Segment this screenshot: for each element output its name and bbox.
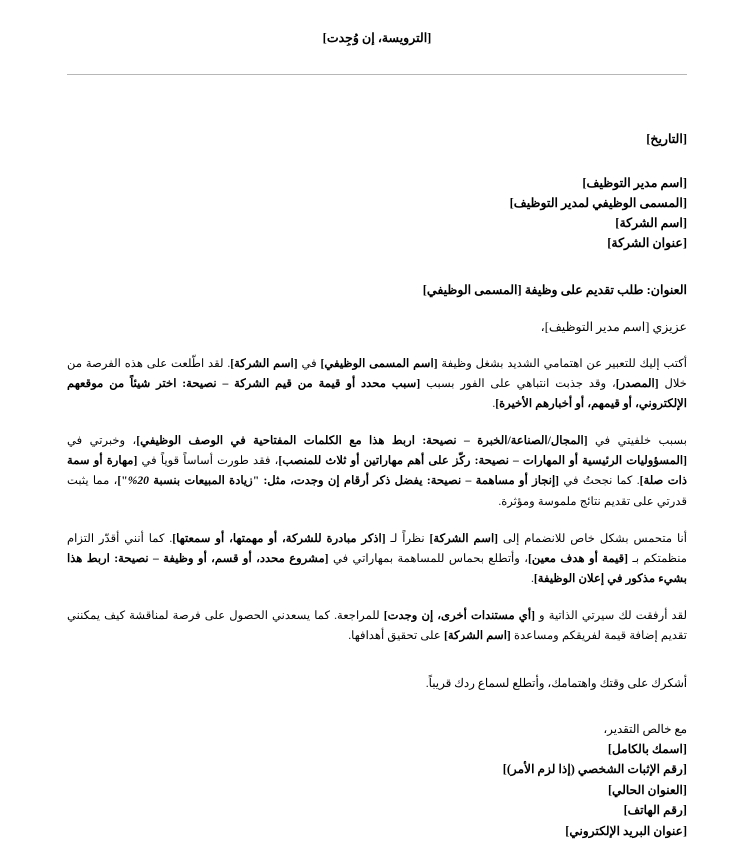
p3-placeholder-company: [اسم الشركة] — [430, 532, 498, 545]
p2-placeholder-achievement: [إنجاز أو مساهمة – نصيحة: يفضل ذكر أرقام إن وجدت، مثل: "زيادة المبيعات بنسبة — [149, 474, 559, 487]
letterhead-placeholder: [الترويسة، إن وُجِدت] — [0, 30, 754, 48]
spacer-after-date — [67, 147, 687, 173]
spacer-after-p1 — [67, 414, 687, 431]
p2-text-5: ، مما يثبت قدرتي على تقديم نتائج ملموسة ومؤثرة. — [67, 474, 687, 507]
spacer-after-rule — [67, 75, 687, 131]
recipient-manager-title: [المسمى الوظيفي لمدير التوظيف] — [67, 193, 687, 213]
p4-text-1: لقد أرفقت لك سيرتي الذاتية و — [535, 609, 687, 622]
spacer-after-thanks — [67, 693, 687, 719]
paragraph-4 — [67, 606, 687, 646]
spacer-after-subject — [67, 300, 687, 317]
p2-text-2: ، وخبرتي في — [67, 434, 136, 447]
p2-text-3: ، فقد طورت أساساً قوياً في — [137, 454, 278, 467]
signature-id-number: [رقم الإثبات الشخصي (إذا لزم الأمر)] — [67, 759, 687, 780]
p2-placeholder-responsibilities: [المسؤوليات الرئيسية أو المهارات – نصيحة: ركّز على أهم مهاراتين أو ثلاث للمنصب] — [278, 454, 687, 467]
signature-full-name: [اسمك بالكامل] — [67, 739, 687, 760]
subject-line: العنوان: طلب تقديم على وظيفة [المسمى الوظيفي] — [67, 280, 687, 300]
p3-text-3: . كما أنني أقدّر التزام منظمتكم بـ — [67, 532, 687, 565]
signature-email: [عنوان البريد الإلكتروني] — [67, 821, 687, 841]
spacer-after-salutation — [67, 337, 687, 354]
p2-placeholder-achievement-end: "] — [117, 474, 127, 487]
recipient-company-address: [عنوان الشركة] — [67, 233, 687, 253]
p1-placeholder-job-title: [اسم المسمى الوظيفي] — [320, 357, 437, 370]
recipient-manager-name: [اسم مدير التوظيف] — [67, 173, 687, 193]
p4-text-3: على تحقيق أهدافها. — [348, 629, 444, 642]
spacer-after-p2 — [67, 512, 687, 529]
spacer-after-p3 — [67, 589, 687, 606]
p1-text-5: . — [492, 397, 495, 410]
p3-text-2: نظراً لـ — [386, 532, 430, 545]
p1-text-4: ، وقد جذبت انتباهي على الفور بسبب — [420, 377, 615, 390]
recipient-company-name: [اسم الشركة] — [67, 213, 687, 233]
date-placeholder: [التاريخ] — [67, 131, 687, 147]
p2-placeholder-skill: [مهارة أو سمة ذات صلة] — [67, 454, 687, 487]
letter-body — [0, 75, 754, 841]
p3-text-1: أنا متحمس بشكل خاص للانضمام إلى — [498, 532, 687, 545]
p2-metric-value: 20% — [128, 474, 149, 487]
paragraph-3 — [67, 529, 687, 590]
thanks-line: أشكرك على وقتك واهتمامك، وأتطلع لسماع ردك قريباً. — [67, 673, 687, 693]
p1-text-2: في — [298, 357, 321, 370]
salutation-line: عزيزي [اسم مدير التوظيف]، — [67, 317, 687, 337]
p4-placeholder-documents: [أي مستندات أخرى، إن وجدت] — [384, 609, 535, 622]
p3-placeholder-value: [قيمة أو هدف معين] — [528, 552, 628, 565]
p2-text-4: . كما نجحتُ في — [559, 474, 640, 487]
spacer-after-recipient — [67, 254, 687, 280]
paragraph-1 — [67, 354, 687, 415]
p2-placeholder-field: [المجال/الصناعة/الخبرة – نصيحة: اربط هذا مع الكلمات المفتاحية في الوصف الوظيفي] — [136, 434, 587, 447]
p1-placeholder-source: [المصدر] — [616, 377, 659, 390]
signature-block — [67, 739, 687, 841]
p1-placeholder-company: [اسم الشركة] — [230, 357, 297, 370]
p1-placeholder-reason: [سبب محدد أو قيمة من قيم الشركة – نصيحة: اختر شيئاً من موقعهم الإلكتروني، أو قيمهم، أو أخبارهم الأخيرة] — [67, 377, 687, 410]
p4-placeholder-company: [اسم الشركة] — [444, 629, 511, 642]
p4-text-2: للمراجعة. كما يسعدني الحصول على فرصة لمناقشة كيف يمكنني تقديم إضافة قيمة لفريقكم ومساعدة — [67, 609, 687, 642]
recipient-address-block — [67, 173, 687, 254]
p1-text-1: أكتب إليك للتعبير عن اهتمامي الشديد بشغل وظيفة — [438, 357, 687, 370]
p2-text-1: بسبب خلفيتي في — [588, 434, 687, 447]
p3-text-4: ، وأتطلع بحماس للمساهمة بمهاراتي في — [329, 552, 528, 565]
p3-placeholder-project: [مشروع محدد، أو قسم، أو وظيفة – نصيحة: اربط هذا بشيء مذكور في إعلان الوظيفة] — [67, 552, 687, 585]
closing-line: مع خالص التقدير، — [67, 719, 687, 739]
p1-text-3: . لقد اطّلعت على هذه الفرصة من خلال — [67, 357, 687, 390]
p3-text-5: . — [531, 572, 534, 585]
spacer-after-p4 — [67, 647, 687, 673]
paragraph-2 — [67, 431, 687, 512]
signature-address: [العنوان الحالي] — [67, 780, 687, 801]
letterhead-zone — [0, 0, 754, 75]
p3-placeholder-initiative: [اذكر مبادرة للشركة، أو مهمتها، أو سمعتها] — [172, 532, 385, 545]
signature-phone: [رقم الهاتف] — [67, 800, 687, 821]
